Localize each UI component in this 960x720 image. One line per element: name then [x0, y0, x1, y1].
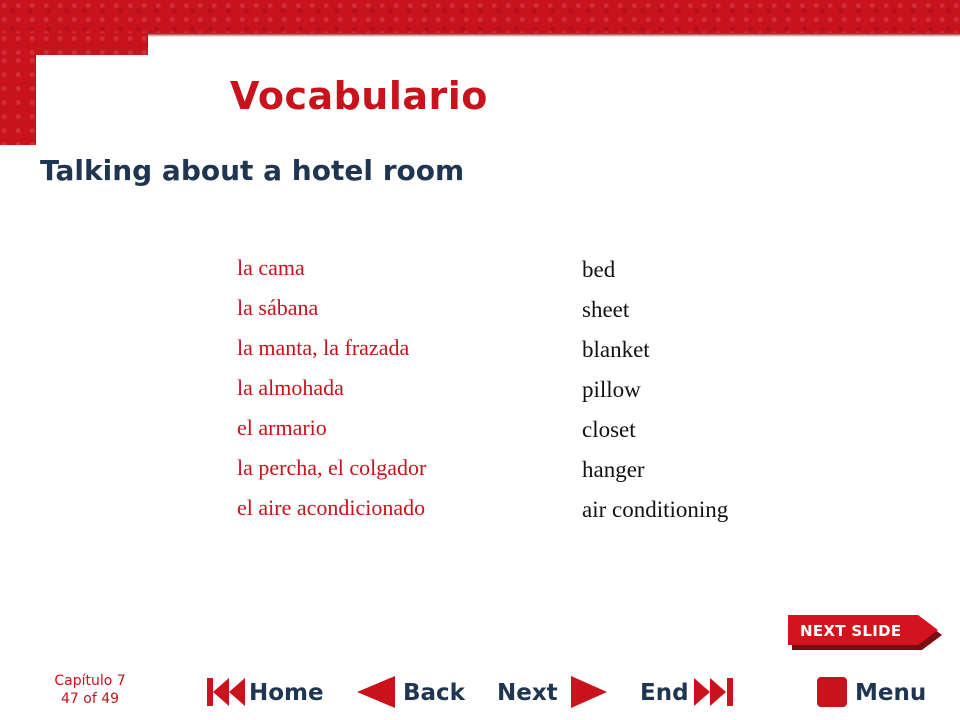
english-term: blanket [582, 337, 650, 362]
english-term: bed [582, 257, 616, 282]
slide-counter: 47 of 49 [60, 691, 120, 707]
left-frame [0, 55, 36, 145]
back-label: Back [403, 680, 465, 706]
spanish-term: el aire acondicionado [237, 495, 426, 520]
page-title: Vocabulario [230, 74, 488, 118]
arrow-right-icon [569, 674, 609, 710]
end-label: End [640, 680, 689, 706]
spanish-term: el armario [237, 415, 327, 440]
arrow-left-icon [355, 674, 397, 710]
english-term: hanger [582, 457, 645, 482]
home-button[interactable] [205, 670, 335, 716]
top-frame [0, 0, 960, 33]
spanish-vocab-list [237, 254, 537, 534]
frame-step [0, 33, 148, 55]
menu-label: Menu [855, 680, 927, 706]
end-button[interactable] [640, 670, 752, 716]
home-label: Home [249, 680, 324, 706]
chapter-info [30, 672, 150, 708]
spanish-term: la percha, el colgador [237, 455, 427, 480]
chapter-label: Capítulo 7 [54, 673, 126, 689]
rewind-icon [205, 674, 245, 710]
back-button[interactable] [355, 670, 475, 716]
spanish-term: la manta, la frazada [237, 335, 410, 360]
english-term: air conditioning [582, 497, 729, 522]
english-term: pillow [582, 377, 641, 402]
page-subtitle: Talking about a hotel room [40, 154, 465, 187]
next-slide-button[interactable] [788, 613, 944, 651]
fast-forward-icon [694, 674, 740, 710]
spanish-term: la almohada [237, 375, 344, 400]
english-term: sheet [582, 297, 630, 322]
menu-button[interactable] [815, 670, 930, 716]
spanish-term: la sábana [237, 295, 319, 320]
menu-square-icon [815, 674, 849, 710]
next-button[interactable] [497, 670, 612, 716]
english-vocab-list [582, 256, 922, 536]
next-label: Next [497, 680, 558, 706]
spanish-term: la cama [237, 255, 305, 280]
frame-shadow [148, 33, 960, 37]
next-slide-label: NEXT SLIDE [800, 622, 902, 640]
english-term: closet [582, 417, 636, 442]
